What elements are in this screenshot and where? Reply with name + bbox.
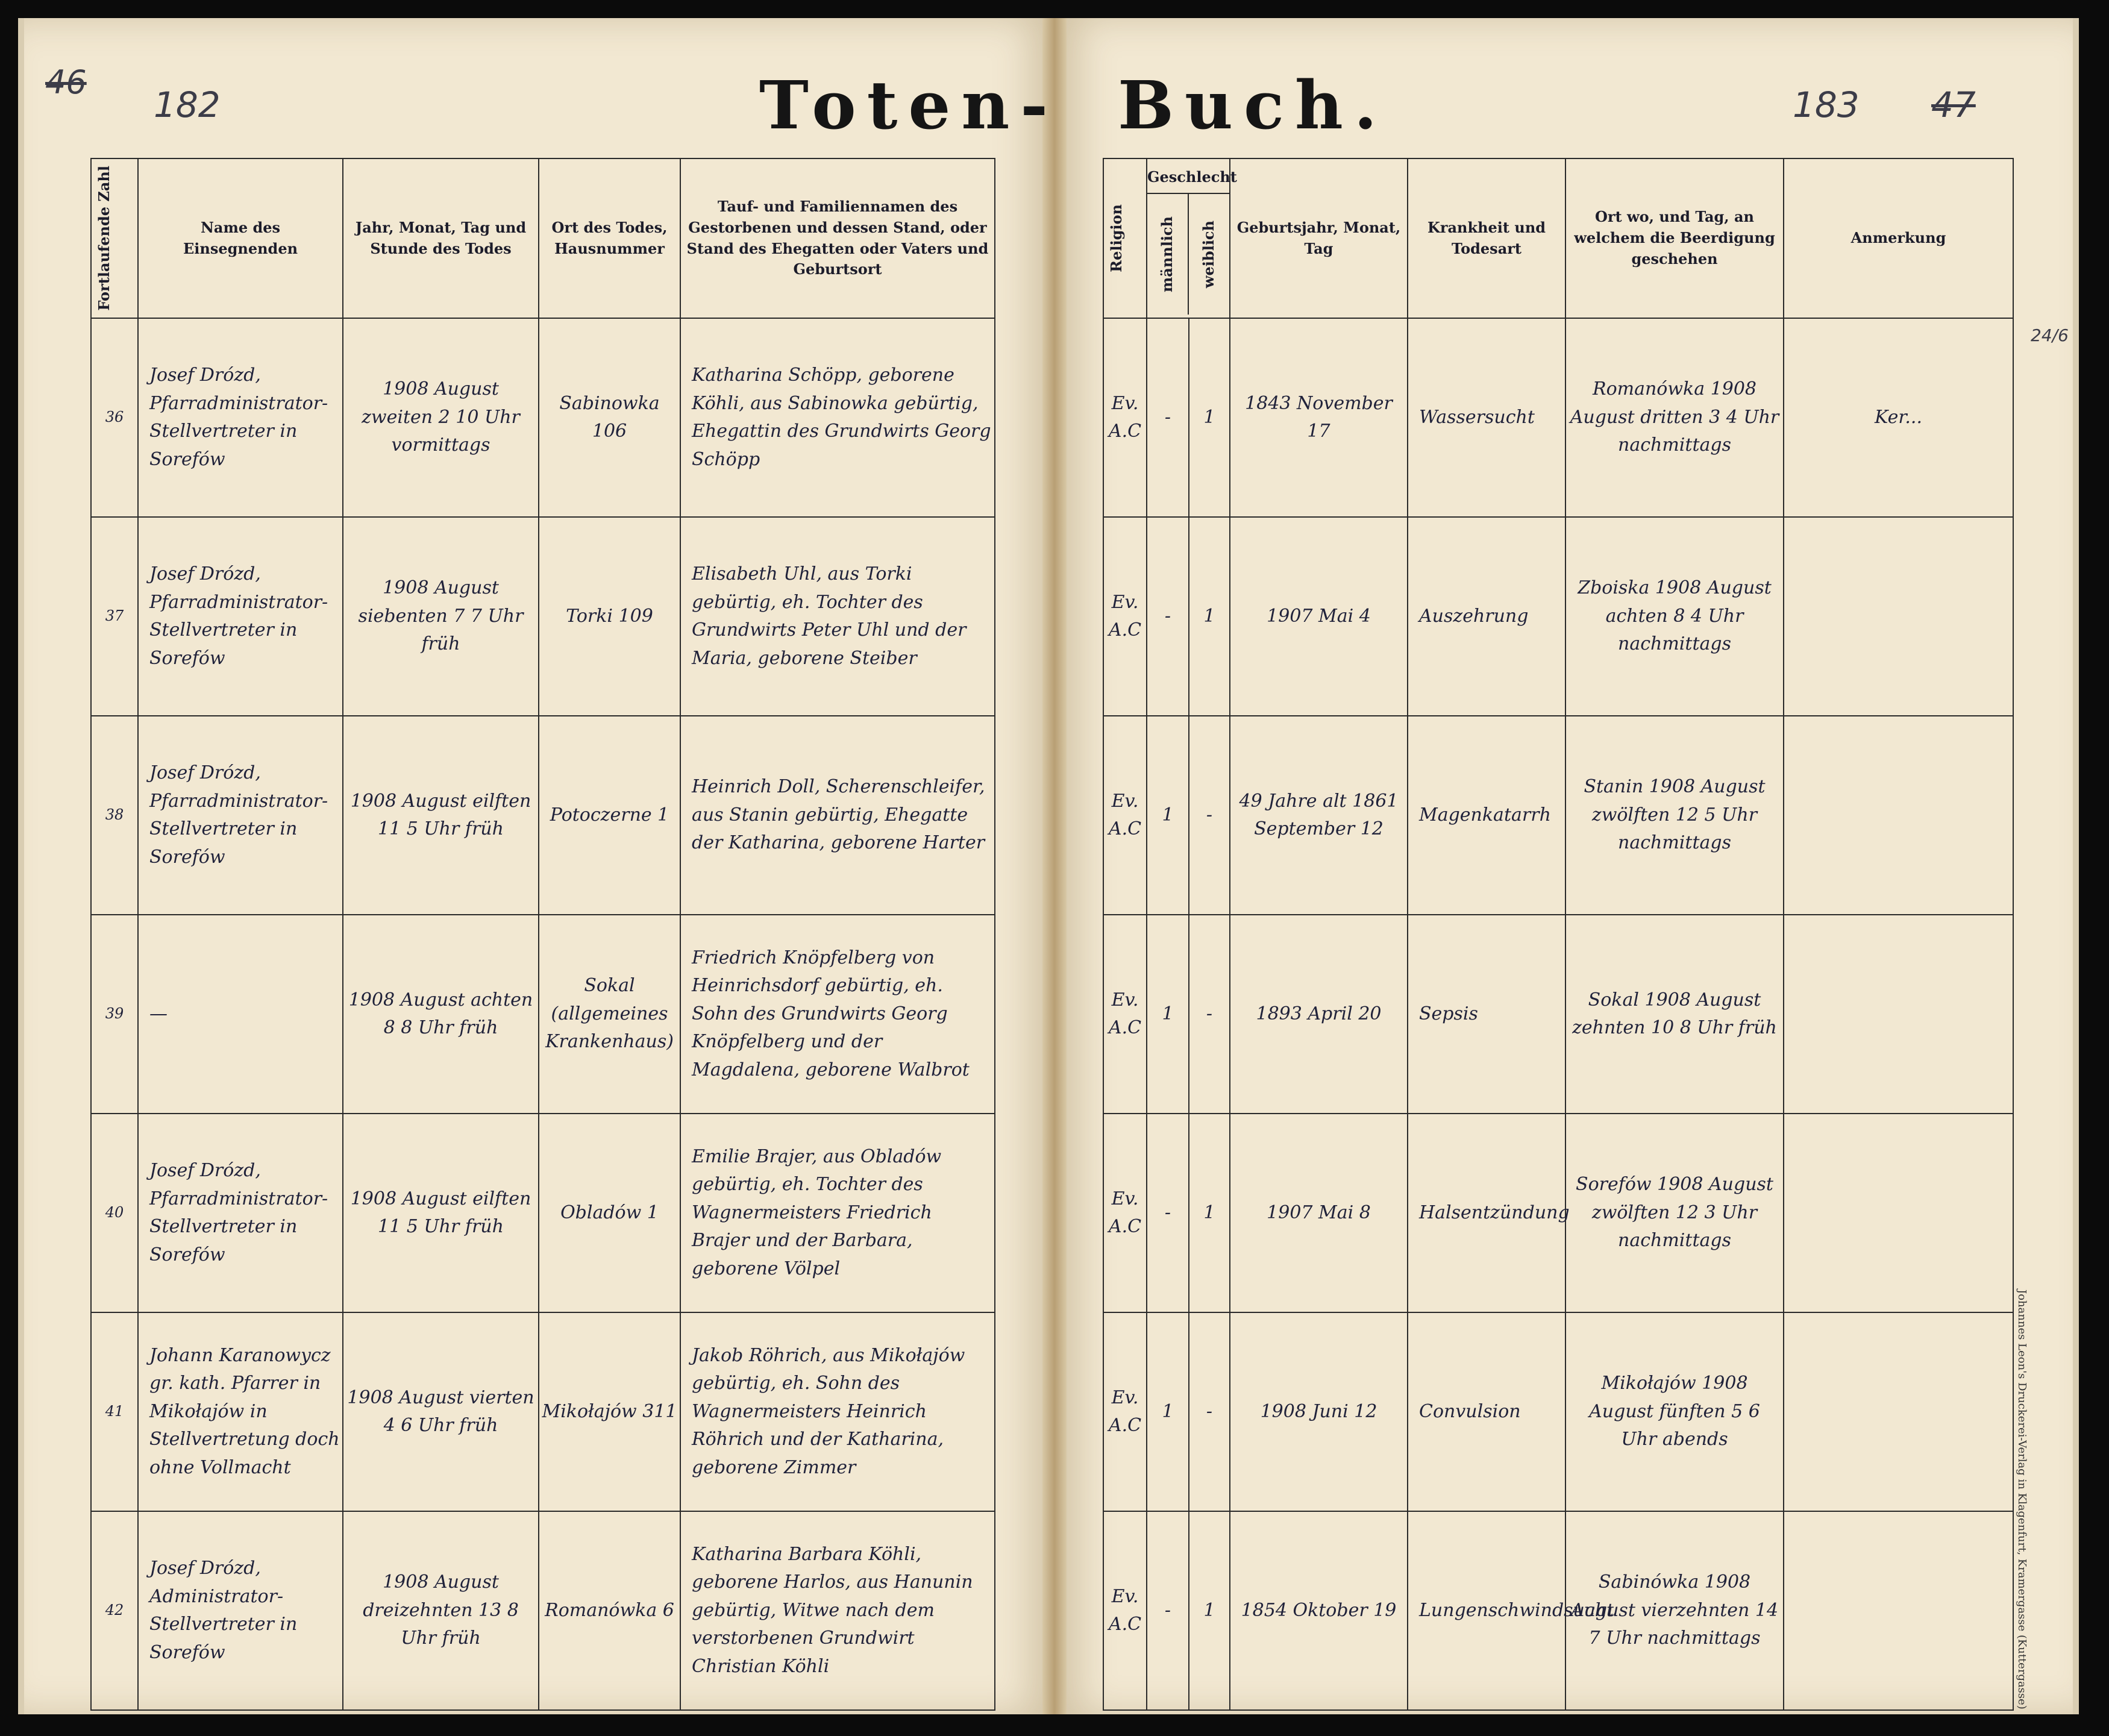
header-jahr: Jahr, Monat, Tag und Stunde des Todes	[343, 158, 539, 318]
right-edge	[2073, 18, 2079, 1714]
anmerkung	[1784, 517, 2013, 716]
einsegnender-name: Josef Drózd, Pfarradministrator-Stellvertreter in Sorefów	[138, 318, 343, 517]
printer-imprint: Johannes Leon's Druckerei-Verlag in Klagenfurt, Kramergasse (Kuttergasse)	[2016, 1289, 2028, 1709]
geburtsdatum: 1843 November 17	[1230, 318, 1408, 517]
header-weiblich: weiblich	[1200, 220, 1218, 288]
weiblich: -	[1189, 716, 1230, 915]
krankheit: Convulsion	[1408, 1312, 1565, 1511]
todesdatum: 1908 August eilften 11 5 Uhr früh	[343, 1114, 539, 1312]
page-number-left: 182	[154, 84, 221, 125]
einsegnender-name: Josef Drózd, Pfarradministrator-Stellvertreter in Sorefów	[138, 716, 343, 915]
todesort: Potoczerne 1	[539, 716, 680, 915]
verstorbener-info: Friedrich Knöpfelberg von Heinrichsdorf gebürtig, eh. Sohn des Grundwirts Georg Knöpfelberg und der Magdalena, geborene Walbrot	[680, 915, 995, 1114]
header-ort: Ort des Todes, Hausnummer	[539, 158, 680, 318]
old-page-number-left: 46	[45, 63, 87, 101]
margin-note: 24/6	[2031, 325, 2069, 345]
entry-row-right	[1103, 1312, 2013, 1511]
beerdigung: Mikołajów 1908 August fünften 5 6 Uhr abends	[1565, 1312, 1784, 1511]
entry-number: 37	[91, 517, 138, 716]
maennlich: -	[1147, 318, 1189, 517]
religion: Ev. A.C	[1103, 1114, 1147, 1312]
geburtsdatum: 1907 Mai 8	[1230, 1114, 1408, 1312]
weiblich: 1	[1189, 517, 1230, 716]
entry-row-right	[1103, 318, 2013, 517]
todesort: Romanówka 6	[539, 1511, 680, 1710]
book-gutter	[1042, 18, 1067, 1714]
left-body	[91, 318, 995, 1710]
header-religion: Religion	[1103, 158, 1147, 318]
verstorbener-info: Jakob Röhrich, aus Mikołajów gebürtig, eh. Sohn des Wagnermeisters Heinrich Röhrich und der Katharina, geborene Zimmer	[680, 1312, 995, 1511]
beerdigung: Stanin 1908 August zwölften 12 5 Uhr nachmittags	[1565, 716, 1784, 915]
left-header-row	[91, 158, 995, 318]
header-geburtsjahr: Geburtsjahr, Monat, Tag	[1230, 158, 1408, 318]
left-ledger-table	[90, 158, 995, 1711]
entry-row-right	[1103, 1511, 2013, 1710]
entry-row-left	[91, 716, 995, 915]
entry-row-right	[1103, 915, 2013, 1114]
todesdatum: 1908 August siebenten 7 7 Uhr früh	[343, 517, 539, 716]
beerdigung: Romanówka 1908 August dritten 3 4 Uhr nachmittags	[1565, 318, 1784, 517]
krankheit: Magenkatarrh	[1408, 716, 1565, 915]
religion: Ev. A.C	[1103, 517, 1147, 716]
todesort: Torki 109	[539, 517, 680, 716]
right-ledger-table	[1103, 158, 2014, 1711]
todesort: Obladów 1	[539, 1114, 680, 1312]
einsegnender-name: Josef Drózd, Pfarradministrator-Stellvertreter in Sorefów	[138, 1114, 343, 1312]
beerdigung: Sokal 1908 August zehnten 10 8 Uhr früh	[1565, 915, 1784, 1114]
krankheit: Auszehrung	[1408, 517, 1565, 716]
religion: Ev. A.C	[1103, 1312, 1147, 1511]
left-edge	[18, 18, 24, 1714]
todesdatum: 1908 August vierten 4 6 Uhr früh	[343, 1312, 539, 1511]
entry-number: 36	[91, 318, 138, 517]
entry-row-left	[91, 1312, 995, 1511]
entry-row-left	[91, 517, 995, 716]
todesdatum: 1908 August achten 8 8 Uhr früh	[343, 915, 539, 1114]
entry-row-right	[1103, 517, 2013, 716]
page-number-right: 183	[1793, 84, 1860, 125]
weiblich: -	[1189, 915, 1230, 1114]
geburtsdatum: 1908 Juni 12	[1230, 1312, 1408, 1511]
todesort: Sabinowka 106	[539, 318, 680, 517]
entry-row-left	[91, 1511, 995, 1710]
religion: Ev. A.C	[1103, 716, 1147, 915]
verstorbener-info: Katharina Barbara Köhli, geborene Harlos, aus Hanunin gebürtig, Witwe nach dem verstorbenen Grundwirt Christian Köhli	[680, 1511, 995, 1710]
einsegnender-name: Josef Drózd, Administrator-Stellvertreter in Sorefów	[138, 1511, 343, 1710]
anmerkung	[1784, 716, 2013, 915]
entry-number: 40	[91, 1114, 138, 1312]
maennlich: 1	[1147, 1312, 1189, 1511]
entry-row-left	[91, 1114, 995, 1312]
entry-number: 42	[91, 1511, 138, 1710]
header-name: Name des Einsegnenden	[138, 158, 343, 318]
old-page-number-right: 47	[1931, 84, 1976, 125]
title-right: Buch.	[1118, 66, 1388, 144]
entry-number: 38	[91, 716, 138, 915]
religion: Ev. A.C	[1103, 915, 1147, 1114]
beerdigung: Sorefów 1908 August zwölften 12 3 Uhr nachmittags	[1565, 1114, 1784, 1312]
geburtsdatum: 1854 Oktober 19	[1230, 1511, 1408, 1710]
header-geschlecht: Geschlecht männlich weiblich	[1147, 158, 1230, 318]
header-fortlaufende-zahl: Fortlaufende Zahl	[91, 158, 138, 318]
entry-row-left	[91, 318, 995, 517]
maennlich: -	[1147, 1511, 1189, 1710]
geburtsdatum: 1907 Mai 4	[1230, 517, 1408, 716]
todesort: Mikołajów 311	[539, 1312, 680, 1511]
anmerkung	[1784, 915, 2013, 1114]
todesort: Sokal (allgemeines Krankenhaus)	[539, 915, 680, 1114]
einsegnender-name: Johann Karanowycz gr. kath. Pfarrer in Mikołajów in Stellvertretung doch ohne Vollmacht	[138, 1312, 343, 1511]
verstorbener-info: Heinrich Doll, Scherenschleifer, aus Stanin gebürtig, Ehegatte der Katharina, geborene Harter	[680, 716, 995, 915]
krankheit: Wassersucht	[1408, 318, 1565, 517]
right-body	[1103, 318, 2013, 1710]
einsegnender-name: Josef Drózd, Pfarradministrator-Stellvertreter in Sorefów	[138, 517, 343, 716]
weiblich: 1	[1189, 1511, 1230, 1710]
einsegnender-name: —	[138, 915, 343, 1114]
header-maennlich: männlich	[1158, 216, 1176, 292]
verstorbener-info: Emilie Brajer, aus Obladów gebürtig, eh. Tochter des Wagnermeisters Friedrich Brajer und der Barbara, geborene Völpel	[680, 1114, 995, 1312]
weiblich: 1	[1189, 1114, 1230, 1312]
title-left: Toten-	[759, 66, 1059, 144]
header-krankheit: Krankheit und Todesart	[1408, 158, 1565, 318]
weiblich: 1	[1189, 318, 1230, 517]
verstorbener-info: Elisabeth Uhl, aus Torki gebürtig, eh. Tochter des Grundwirts Peter Uhl und der Maria, geborene Steiber	[680, 517, 995, 716]
header-anmerkung: Anmerkung	[1784, 158, 2013, 318]
beerdigung: Zboiska 1908 August achten 8 4 Uhr nachmittags	[1565, 517, 1784, 716]
entry-row-right	[1103, 716, 2013, 915]
religion: Ev. A.C	[1103, 1511, 1147, 1710]
maennlich: -	[1147, 1114, 1189, 1312]
entry-row-left	[91, 915, 995, 1114]
todesdatum: 1908 August zweiten 2 10 Uhr vormittags	[343, 318, 539, 517]
religion: Ev. A.C	[1103, 318, 1147, 517]
right-header-row	[1103, 158, 2013, 318]
entry-number: 41	[91, 1312, 138, 1511]
entry-number: 39	[91, 915, 138, 1114]
anmerkung	[1784, 1312, 2013, 1511]
anmerkung: Ker...	[1784, 318, 2013, 517]
geburtsdatum: 49 Jahre alt 1861 September 12	[1230, 716, 1408, 915]
header-beerdigung: Ort wo, und Tag, an welchem die Beerdigung geschehen	[1565, 158, 1784, 318]
krankheit: Lungenschwindsucht	[1408, 1511, 1565, 1710]
maennlich: 1	[1147, 716, 1189, 915]
krankheit: Sepsis	[1408, 915, 1565, 1114]
maennlich: -	[1147, 517, 1189, 716]
krankheit: Halsentzündung	[1408, 1114, 1565, 1312]
geburtsdatum: 1893 April 20	[1230, 915, 1408, 1114]
maennlich: 1	[1147, 915, 1189, 1114]
todesdatum: 1908 August eilften 11 5 Uhr früh	[343, 716, 539, 915]
entry-row-right	[1103, 1114, 2013, 1312]
beerdigung: Sabinówka 1908 August vierzehnten 14 7 Uhr nachmittags	[1565, 1511, 1784, 1710]
anmerkung	[1784, 1511, 2013, 1710]
anmerkung	[1784, 1114, 2013, 1312]
verstorbener-info: Katharina Schöpp, geborene Köhli, aus Sabinowka gebürtig, Ehegattin des Grundwirts Georg Schöpp	[680, 318, 995, 517]
weiblich: -	[1189, 1312, 1230, 1511]
header-tauf: Tauf- und Familiennamen des Gestorbenen und dessen Stand, oder Stand des Ehegatten oder Vaters und Geburtsort	[680, 158, 995, 318]
todesdatum: 1908 August dreizehnten 13 8 Uhr früh	[343, 1511, 539, 1710]
